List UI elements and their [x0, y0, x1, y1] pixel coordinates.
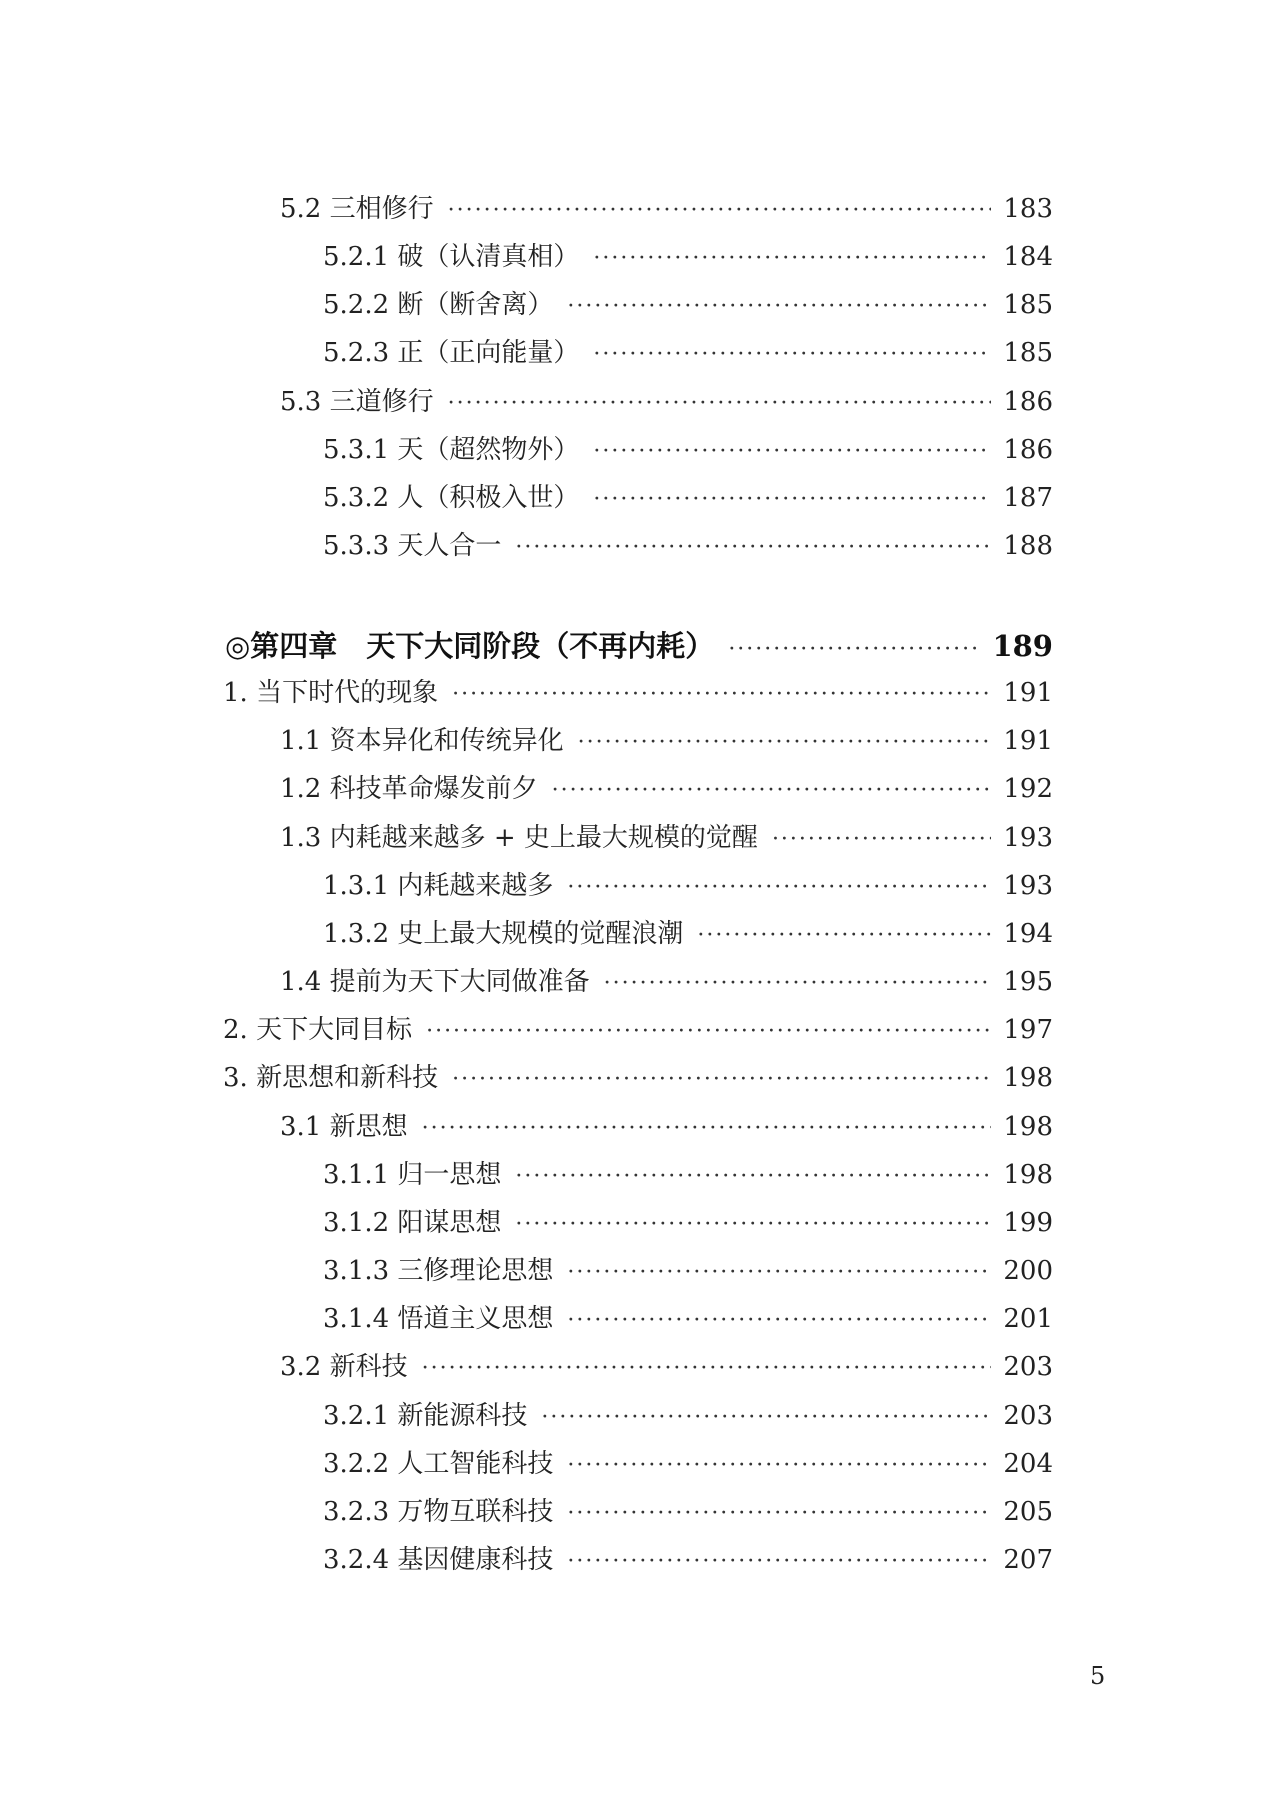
toc-entry [323, 1258, 1053, 1284]
toc-entry [323, 1210, 1053, 1236]
toc-entry-title: 1.1 资本异化和传统异化 [280, 726, 564, 756]
toc-entry-title: 3. 新思想和新科技 [223, 1063, 439, 1093]
toc-entry-page: 198 [1003, 1063, 1053, 1093]
toc-entry [323, 1403, 1053, 1429]
toc-entry [323, 244, 1053, 270]
toc-entry-page: 193 [1003, 823, 1053, 853]
dot-leader [448, 200, 992, 222]
dot-leader [422, 1358, 992, 1380]
dot-leader [578, 732, 992, 754]
toc-entry-page: 198 [1003, 1160, 1053, 1190]
dot-leader [452, 1069, 991, 1091]
toc-entry-title: 5.3.2 人（积极入世） [323, 483, 580, 513]
toc-entry [223, 1017, 1053, 1043]
dot-leader [697, 925, 991, 947]
toc-entry-title: 1.3.2 史上最大规模的觉醒浪潮 [323, 919, 684, 949]
toc-entry-page: 192 [1003, 774, 1053, 804]
toc-entry-page: 185 [1003, 338, 1053, 368]
toc-entry-page: 200 [1003, 1256, 1053, 1286]
toc-entry [223, 1065, 1053, 1091]
dot-leader [567, 877, 991, 899]
toc-entry-page: 198 [1003, 1112, 1053, 1142]
toc-entry-page: 185 [1003, 290, 1053, 320]
toc-entry-title: 5.3 三道修行 [280, 387, 434, 417]
toc-entry-title: 1.3.1 内耗越来越多 [323, 871, 554, 901]
toc-entry [323, 1547, 1053, 1573]
toc-entry-title: 3.2.2 人工智能科技 [323, 1449, 554, 1479]
toc-entry-page: 193 [1003, 871, 1053, 901]
toc-entry-title: 1.2 科技革命爆发前夕 [280, 774, 538, 804]
toc-entry-title: 2. 天下大同目标 [223, 1015, 413, 1045]
toc-entry-page: 199 [1003, 1208, 1053, 1238]
toc-entry-page: 194 [1003, 919, 1053, 949]
toc-entry [223, 680, 1053, 706]
toc-entry [280, 1354, 1053, 1380]
toc-entry [280, 728, 1053, 754]
toc-entry-title: 3.1.3 三修理论思想 [323, 1256, 554, 1286]
toc-entry [280, 196, 1053, 222]
toc-entry-page: 183 [1003, 194, 1053, 224]
toc-entry [280, 1114, 1053, 1140]
dot-leader [728, 639, 980, 661]
toc-entry [280, 389, 1053, 415]
toc-entry-title: 1.4 提前为天下大同做准备 [280, 967, 590, 997]
dot-leader [567, 1503, 991, 1525]
toc-entry-page: 184 [1003, 242, 1053, 272]
toc-entry-page: 188 [1003, 531, 1053, 561]
toc-entry [323, 1162, 1053, 1188]
dot-leader [593, 344, 991, 366]
dot-leader [515, 1214, 991, 1236]
dot-leader [604, 973, 992, 995]
toc-entry-title: 1.3 内耗越来越多 + 史上最大规模的觉醒 [280, 823, 758, 853]
toc-entry-page: 207 [1003, 1545, 1053, 1575]
toc-entry [280, 969, 1053, 995]
toc-entry-page: 203 [1003, 1401, 1053, 1431]
toc-entry-title: 3.1.4 悟道主义思想 [323, 1304, 554, 1334]
toc-entry-page: 204 [1003, 1449, 1053, 1479]
dot-leader [567, 1455, 991, 1477]
dot-leader [422, 1118, 992, 1140]
toc-entry-page: 203 [1003, 1352, 1053, 1382]
toc-entry-page: 195 [1003, 967, 1053, 997]
dot-leader [772, 829, 991, 851]
toc-entry [323, 437, 1053, 463]
dot-leader [515, 537, 991, 559]
toc-entry-title: 3.1 新思想 [280, 1112, 408, 1142]
toc-entry [323, 873, 1053, 899]
toc-entry-title: 5.2.3 正（正向能量） [323, 338, 580, 368]
toc-entry [280, 825, 1053, 851]
toc-entry [323, 1306, 1053, 1332]
toc-entry-title: 3.2.1 新能源科技 [323, 1401, 528, 1431]
toc-entry-title: 5.2.1 破（认清真相） [323, 242, 580, 272]
dot-leader [426, 1021, 991, 1043]
toc-entry-page: 197 [1003, 1015, 1053, 1045]
dot-leader [541, 1407, 991, 1429]
dot-leader [567, 1551, 991, 1573]
toc-entry-title: 3.1.2 阳谋思想 [323, 1208, 502, 1238]
dot-leader [567, 1310, 991, 1332]
dot-leader [593, 441, 991, 463]
toc-entry-title: 3.2 新科技 [280, 1352, 408, 1382]
toc-entry [323, 340, 1053, 366]
toc-entry-title: 1. 当下时代的现象 [223, 678, 439, 708]
toc-entry [323, 1451, 1053, 1477]
toc-entry-title: 3.1.1 归一思想 [323, 1160, 502, 1190]
dot-leader [567, 296, 991, 318]
dot-leader [567, 1262, 991, 1284]
dot-leader [593, 489, 991, 511]
toc-entry-page: 189 [992, 629, 1053, 663]
toc-entry-title: 5.3.3 天人合一 [323, 531, 502, 561]
dot-leader [593, 248, 991, 270]
dot-leader [452, 684, 991, 706]
page-number: 5 [1090, 1662, 1106, 1690]
toc-entry-title: 3.2.4 基因健康科技 [323, 1545, 554, 1575]
toc-chapter-heading [225, 629, 1053, 663]
dot-leader [448, 393, 992, 415]
toc-entry [323, 1499, 1053, 1525]
dot-leader [552, 780, 992, 802]
toc-entry [280, 776, 1053, 802]
toc-entry-title: 3.2.3 万物互联科技 [323, 1497, 554, 1527]
toc-entry-title: 5.2.2 断（断舍离） [323, 290, 554, 320]
toc-entry-page: 201 [1003, 1304, 1053, 1334]
toc-entry-page: 205 [1003, 1497, 1053, 1527]
toc-entry-page: 191 [1003, 678, 1053, 708]
toc-entry-page: 187 [1003, 483, 1053, 513]
dot-leader [515, 1166, 991, 1188]
toc-entry [323, 485, 1053, 511]
toc-entry-page: 191 [1003, 726, 1053, 756]
toc-entry-page: 186 [1003, 387, 1053, 417]
toc-entry [323, 533, 1053, 559]
toc-entry-page: 186 [1003, 435, 1053, 465]
toc-entry-title: ◎第四章 天下大同阶段（不再内耗） [225, 629, 715, 663]
toc-entry-title: 5.2 三相修行 [280, 194, 434, 224]
toc-entry [323, 921, 1053, 947]
toc-entry-title: 5.3.1 天（超然物外） [323, 435, 580, 465]
toc-entry [323, 292, 1053, 318]
